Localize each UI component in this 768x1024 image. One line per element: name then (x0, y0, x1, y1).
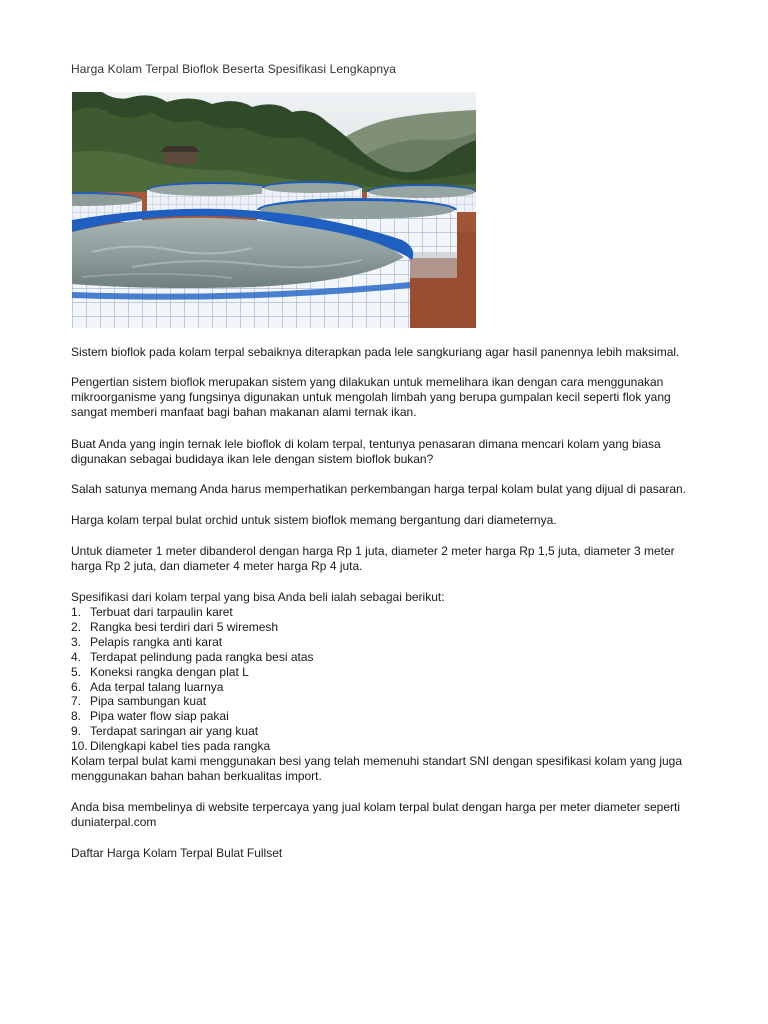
list-number: 1. (71, 605, 82, 619)
paragraph: Untuk diameter 1 meter dibanderol dengan harga Rp 1 juta, diameter 2 meter harga Rp 1,5 juta, diameter 3 meter harga Rp 2 juta, dan diameter 4 meter harga Rp 4 juta. (71, 544, 675, 573)
spec-list (71, 605, 701, 754)
paragraph: Anda bisa membelinya di website terpercaya yang jual kolam terpal bulat dengan harga per meter diameter seperti duniaterpal.com (71, 800, 681, 830)
list-number: 7. (71, 694, 82, 709)
list-item-text: Rangka besi terdiri dari 5 wiremesh (90, 619, 279, 634)
list-item (71, 635, 701, 650)
section-heading: Daftar Harga Kolam Terpal Bulat Fullset (71, 846, 283, 861)
list-item-text: Pelapis rangka anti karat (90, 634, 223, 649)
list-item-text: Ada terpal talang luarnya (90, 679, 224, 694)
list-number: 8. (71, 709, 82, 724)
paragraph: Pengertian sistem bioflok merupakan sistem yang dilakukan untuk memelihara ikan dengan cara menggunakan mikroorganisme yang fungsinya digunakan untuk mengolah limbah yang berupa gumpalan kecil seperti flok yang sangat memberi manfaat bagi bahan makanan alami ternak ikan. (71, 375, 671, 419)
paragraph: Harga kolam terpal bulat orchid untuk sistem bioflok memang bergantung dari diameternya. (71, 513, 557, 527)
list-item (71, 665, 701, 680)
paragraph: Kolam terpal bulat kami menggunakan besi yang telah memenuhi standart SNI dengan spesifikasi kolam yang juga menggunakan bahan bahan berkualitas import. (71, 754, 683, 784)
list-item (71, 739, 701, 754)
list-number: 2. (71, 619, 82, 634)
list-item (71, 724, 701, 739)
spec-heading: Spesifikasi dari kolam terpal yang bisa Anda beli ialah sebagai berikut: (71, 590, 445, 604)
list-item-text: Terdapat saringan air yang kuat (90, 724, 259, 739)
list-item (71, 605, 701, 620)
list-item-text: Pipa water flow siap pakai (90, 709, 229, 724)
list-number: 5. (71, 664, 82, 679)
list-item (71, 650, 701, 665)
article-body (71, 345, 701, 861)
list-number: 9. (71, 724, 82, 739)
list-number: 6. (71, 679, 82, 694)
list-item-text: Terbuat dari tarpaulin karet (90, 605, 233, 619)
list-number: 4. (71, 649, 82, 664)
list-number: 10. (71, 739, 88, 754)
paragraph: Salah satunya memang Anda harus memperhatikan perkembangan harga terpal kolam bulat yang dijual di pasaran. (71, 482, 687, 496)
list-item (71, 680, 701, 695)
paragraph: Buat Anda yang ingin ternak lele bioflok di kolam terpal, tentunya penasaran dimana mencari kolam yang biasa digunakan sebagai budidaya ikan lele dengan sistem bioflok bukan? (71, 437, 661, 466)
list-item-text: Dilengkapi kabel ties pada rangka (90, 739, 271, 754)
list-item-text: Koneksi rangka dengan plat L (90, 664, 249, 679)
list-item-text: Terdapat pelindung pada rangka besi atas (90, 649, 314, 664)
list-item-text: Pipa sambungan kuat (90, 694, 207, 709)
list-item (71, 709, 701, 724)
list-item (71, 694, 701, 709)
bioflok-pond-photo (72, 92, 476, 328)
list-number: 3. (71, 634, 82, 649)
document-title: Harga Kolam Terpal Bioflok Beserta Spesifikasi Lengkapnya (71, 62, 396, 76)
paragraph: Sistem bioflok pada kolam terpal sebaiknya diterapkan pada lele sangkuriang agar hasil panennya lebih maksimal. (71, 345, 680, 359)
list-item (71, 620, 701, 635)
